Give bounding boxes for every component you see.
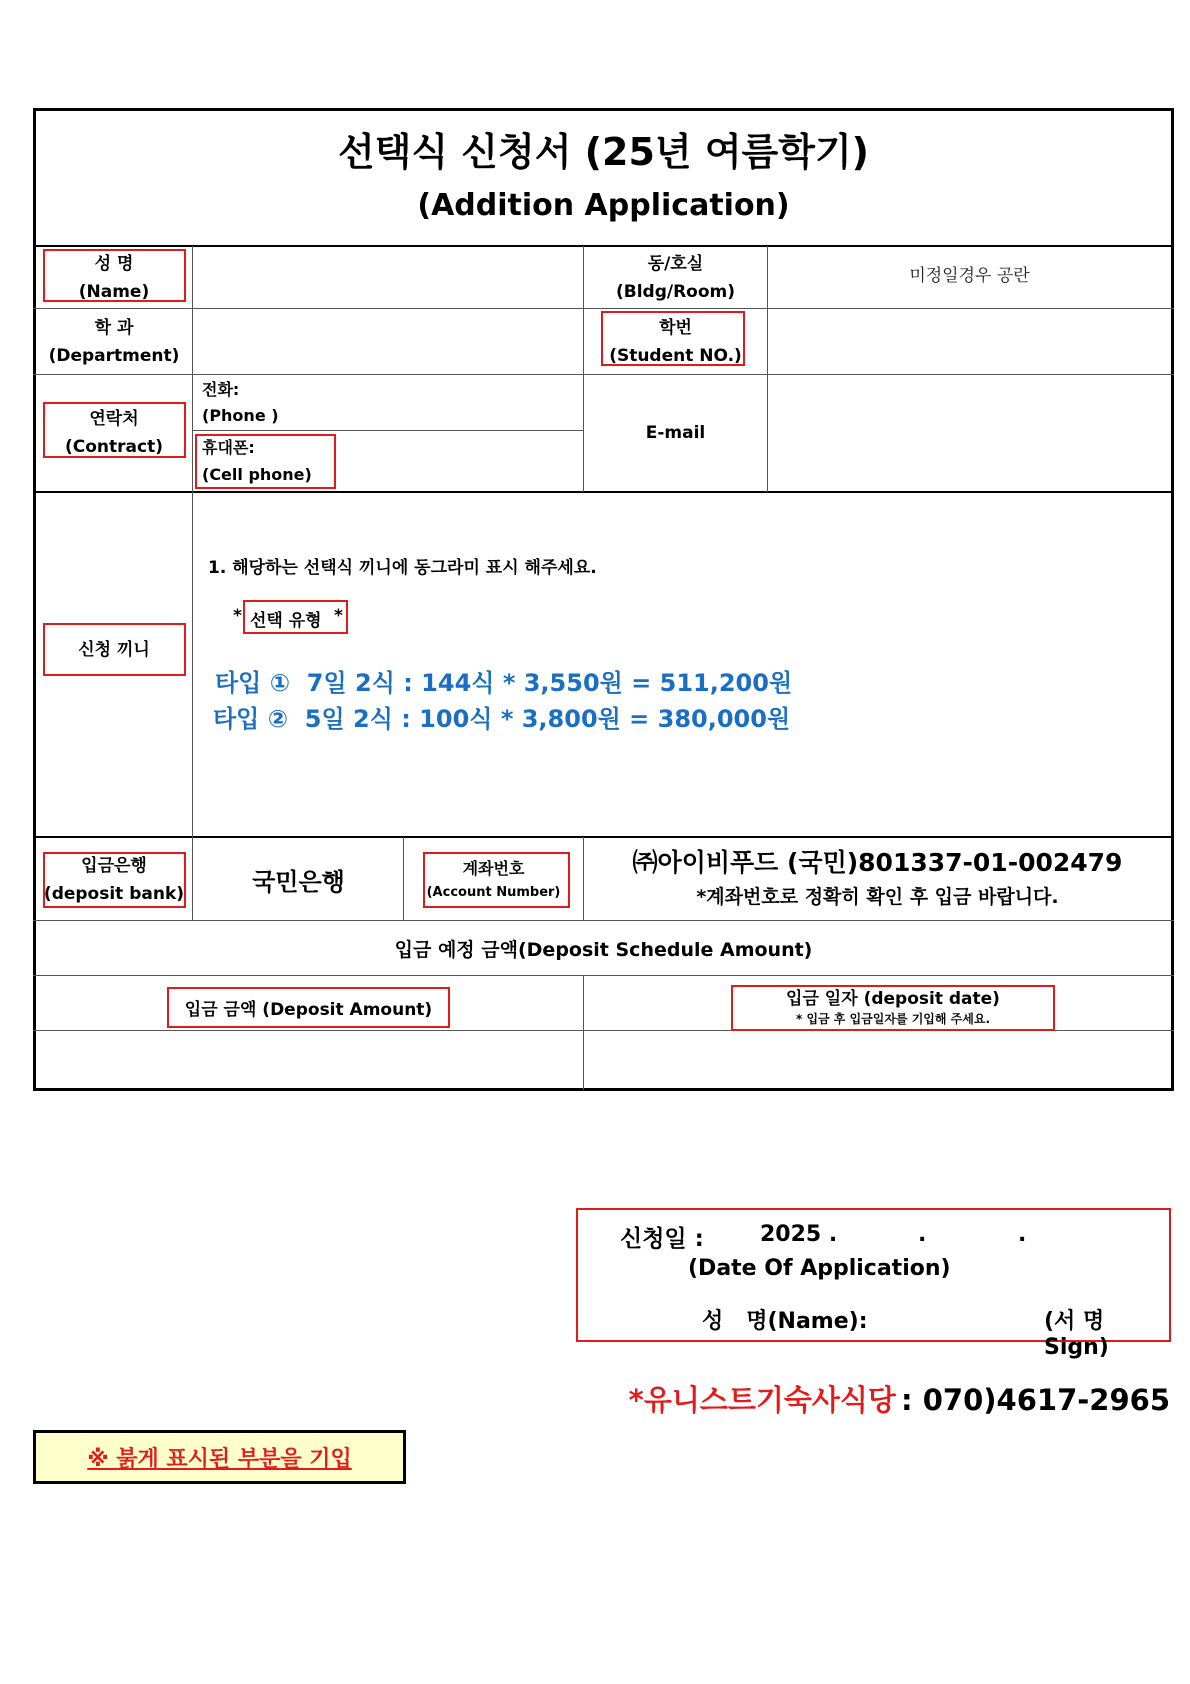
bank-name	[194, 838, 403, 920]
student-no-label-en: (Student NO.)	[609, 345, 742, 366]
phone-label-ko: 전화:	[202, 380, 240, 399]
cell-phone-field[interactable]	[194, 431, 582, 491]
meal-type-suffix: *	[334, 606, 343, 626]
bldg-field[interactable]	[768, 247, 1171, 308]
dept-label	[36, 309, 192, 374]
student-no-label	[584, 309, 767, 374]
deposit-date-text: 입금 일자 (deposit date)	[786, 989, 1000, 1009]
bldg-label	[584, 247, 767, 308]
meal-type-label: 선택 유형	[250, 611, 322, 631]
bldg-note: 미정일경우 공란	[909, 266, 1030, 286]
email-label-text: E-mail	[645, 423, 706, 443]
meal-label	[36, 623, 192, 676]
deposit-amount-field[interactable]	[36, 1031, 583, 1088]
phone-label-en: (Phone )	[202, 406, 279, 425]
meal-type-prefix: *	[233, 606, 242, 626]
name-label-en: (Name)	[78, 281, 150, 302]
application-sign-label[interactable]: (서 명Sign)	[1044, 1309, 1109, 1360]
application-month-dot[interactable]: .	[918, 1222, 927, 1247]
application-day-dot[interactable]: .	[1018, 1222, 1027, 1247]
meal-instruction: 1. 해당하는 선택식 끼니에 동그라미 표시 해주세요.	[208, 558, 597, 578]
contact-label-ko: 연락처	[89, 409, 139, 429]
notice-box	[33, 1430, 406, 1484]
student-no-label-ko: 학번	[659, 317, 692, 338]
deposit-amount-label	[167, 987, 450, 1028]
cell-label-en: (Cell phone)	[202, 465, 312, 484]
application-date-label: 신청일 :	[620, 1226, 704, 1252]
application-sign-box	[576, 1208, 1171, 1360]
name-field[interactable]	[194, 247, 582, 308]
bldg-label-en: (Bldg/Room)	[615, 281, 736, 302]
deposit-amount-text: 입금 금액 (Deposit Amount)	[184, 1000, 433, 1020]
email-label	[584, 375, 767, 491]
schedule-header	[36, 921, 1171, 975]
account-info	[584, 838, 1171, 920]
meal-option-2[interactable]: 타입 ② 5일 2식 : 100식 * 3,800원 = 380,000원	[213, 705, 791, 733]
account-label-en: (Account Number)	[426, 885, 561, 900]
form-subtitle: (Addition Application)	[417, 188, 790, 223]
meal-label-text: 신청 끼니	[78, 639, 150, 660]
application-name-label: 성 명(Name):	[702, 1309, 868, 1334]
notice-text: ※ 붉게 표시된 부분을 기입	[87, 1446, 352, 1472]
account-note: *계좌번호로 정확히 확인 후 입금 바랍니다.	[696, 886, 1059, 908]
deposit-date-note: * 입금 후 입금일자를 기입해 주세요.	[795, 1012, 990, 1026]
bank-name-text: 국민은행	[252, 867, 345, 896]
cafeteria-phone: : 070)4617-2965	[901, 1383, 1170, 1417]
account-label-ko: 계좌번호	[462, 859, 525, 878]
contact-label	[36, 375, 192, 491]
cell-label-ko: 휴대폰:	[202, 438, 255, 457]
name-label-ko: 성 명	[94, 253, 134, 274]
bank-label-ko: 입금은행	[81, 856, 147, 876]
name-label	[36, 247, 192, 308]
form-title: 선택식 신청서 (25년 여름학기)	[337, 130, 870, 174]
application-year[interactable]: 2025 .	[760, 1222, 838, 1247]
cafeteria-contact	[620, 1378, 1170, 1418]
schedule-text: 입금 예정 금액(Deposit Schedule Amount)	[394, 938, 813, 961]
contact-label-en: (Contract)	[65, 437, 163, 457]
application-date-en: (Date Of Application)	[688, 1256, 951, 1281]
bank-label	[36, 852, 192, 908]
deposit-date-field[interactable]	[585, 1031, 1171, 1088]
account-value: ㈜아이비푸드 (국민)801337-01-002479	[632, 848, 1123, 877]
meal-selection-area[interactable]	[194, 493, 1171, 836]
dept-label-ko: 학 과	[94, 317, 134, 338]
dept-label-en: (Department)	[48, 345, 180, 366]
meal-option-1[interactable]: 타입 ① 7일 2식 : 144식 * 3,550원 = 511,200원	[215, 669, 793, 697]
bldg-label-ko: 동/호실	[647, 253, 704, 274]
deposit-date-label	[731, 985, 1055, 1031]
cafeteria-name: *유니스트기숙사식당	[628, 1383, 896, 1417]
title-block	[36, 111, 1171, 245]
account-label	[404, 852, 583, 908]
dept-field[interactable]	[194, 309, 582, 374]
bank-label-en: (deposit bank)	[43, 884, 185, 904]
email-field[interactable]	[768, 375, 1171, 491]
student-no-field[interactable]	[768, 309, 1171, 374]
phone-field[interactable]	[194, 375, 582, 430]
